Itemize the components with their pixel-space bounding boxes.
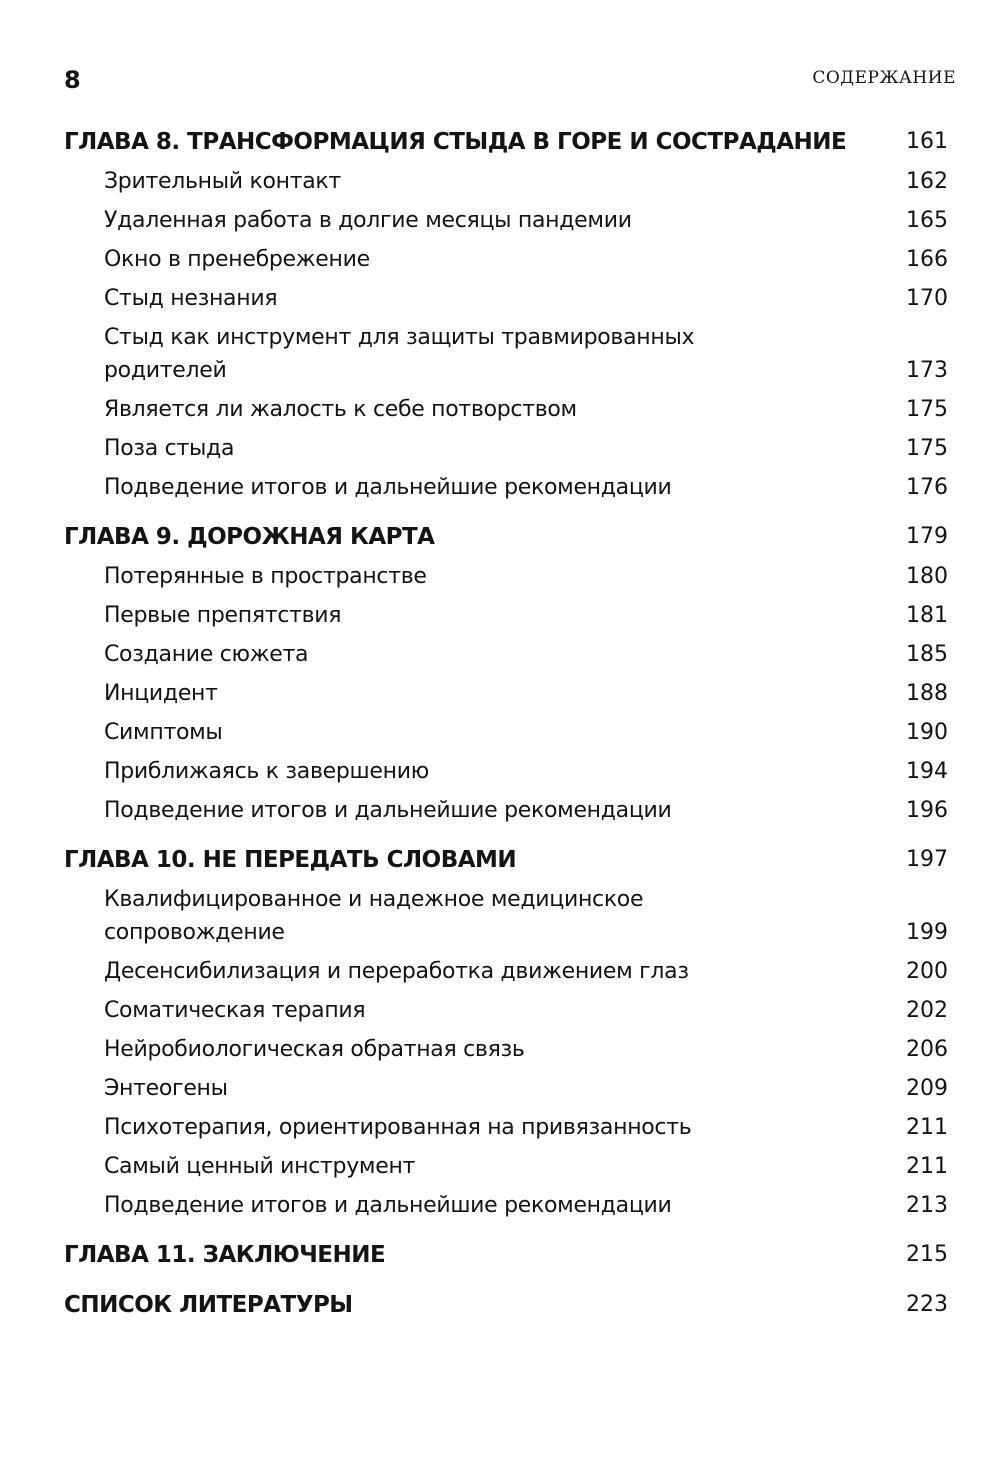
section-row xyxy=(64,390,948,429)
section-title: Стыд незнания xyxy=(104,286,278,311)
section-row xyxy=(64,635,948,674)
section-page-number: 188 xyxy=(906,681,948,706)
section-row xyxy=(64,880,948,952)
section-row xyxy=(64,201,948,240)
section-row xyxy=(64,279,948,318)
section-row xyxy=(64,713,948,752)
section-page-number: 180 xyxy=(906,564,948,589)
page-number: 8 xyxy=(64,66,81,94)
section-page-number: 175 xyxy=(906,397,948,422)
chapter-row xyxy=(64,1233,948,1275)
section-page-number: 165 xyxy=(906,208,948,233)
section-title: Подведение итогов и дальнейшие рекомендации xyxy=(104,1193,672,1218)
section-title: Нейробиологическая обратная связь xyxy=(104,1037,525,1062)
section-page-number: 202 xyxy=(906,998,948,1023)
section-page-number: 206 xyxy=(906,1037,948,1062)
section-row xyxy=(64,674,948,713)
section-row xyxy=(64,318,948,390)
section-row xyxy=(64,240,948,279)
section-row xyxy=(64,791,948,830)
section-title: Поза стыда xyxy=(104,436,235,461)
section-row xyxy=(64,1108,948,1147)
section-title: Первые препятствия xyxy=(104,603,342,628)
section-page-number: 170 xyxy=(906,286,948,311)
section-page-number: 211 xyxy=(906,1154,948,1179)
section-title: Зрительный контакт xyxy=(104,169,341,194)
section-row xyxy=(64,429,948,468)
chapter-title: ГЛАВА 8. ТРАНСФОРМАЦИЯ СТЫДА В ГОРЕ И СОСТРАДАНИЕ xyxy=(64,129,847,155)
section-title: Подведение итогов и дальнейшие рекомендации xyxy=(104,798,672,823)
chapter-row xyxy=(64,515,948,557)
section-title: Создание сюжета xyxy=(104,642,309,667)
chapter-title: СПИСОК ЛИТЕРАТУРЫ xyxy=(64,1292,353,1318)
section-title: Энтеогены xyxy=(104,1076,228,1101)
section-page-number: 211 xyxy=(906,1115,948,1140)
section-page-number: 200 xyxy=(906,959,948,984)
section-page-number: 213 xyxy=(906,1193,948,1218)
section-title: Потерянные в пространстве xyxy=(104,564,427,589)
chapter-title: ГЛАВА 9. ДОРОЖНАЯ КАРТА xyxy=(64,524,435,550)
section-page-number: 175 xyxy=(906,436,948,461)
section-page-number: 173 xyxy=(906,358,948,383)
chapter-page-number: 161 xyxy=(906,129,948,154)
chapter-page-number: 197 xyxy=(906,847,948,872)
section-title: Десенсибилизация и переработка движением глаз xyxy=(104,959,689,984)
section-title: Самый ценный инструмент xyxy=(104,1154,416,1179)
section-page-number: 194 xyxy=(906,759,948,784)
section-title: Окно в пренебрежение xyxy=(104,247,370,272)
section-title: Приближаясь к завершению xyxy=(104,759,429,784)
section-row xyxy=(64,1147,948,1186)
section-page-number: 176 xyxy=(906,475,948,500)
section-title: Психотерапия, ориентированная на привязанность xyxy=(104,1115,692,1140)
section-title: Подведение итогов и дальнейшие рекомендации xyxy=(104,475,672,500)
section-row xyxy=(64,991,948,1030)
section-row xyxy=(64,596,948,635)
section-row xyxy=(64,1069,948,1108)
section-title: Симптомы xyxy=(104,720,223,745)
section-row xyxy=(64,1186,948,1225)
section-page-number: 185 xyxy=(906,642,948,667)
section-row xyxy=(64,752,948,791)
section-title: Стыд как инструмент для защиты травмированных родителей xyxy=(104,325,695,383)
section-row xyxy=(64,162,948,201)
chapter-title: ГЛАВА 11. ЗАКЛЮЧЕНИЕ xyxy=(64,1242,386,1268)
section-row xyxy=(64,557,948,596)
chapter-row xyxy=(64,120,948,162)
chapter-title: ГЛАВА 10. НЕ ПЕРЕДАТЬ СЛОВАМИ xyxy=(64,847,517,873)
section-page-number: 199 xyxy=(906,920,948,945)
section-row xyxy=(64,952,948,991)
section-page-number: 166 xyxy=(906,247,948,272)
chapter-page-number: 179 xyxy=(906,524,948,549)
chapter-page-number: 215 xyxy=(906,1242,948,1267)
table-of-contents xyxy=(64,120,948,1325)
chapter-row xyxy=(64,838,948,880)
chapter-page-number: 223 xyxy=(906,1292,948,1317)
section-title: Является ли жалость к себе потворством xyxy=(104,397,577,422)
section-title: Инцидент xyxy=(104,681,218,706)
section-page-number: 162 xyxy=(906,169,948,194)
section-row xyxy=(64,468,948,507)
section-row xyxy=(64,1030,948,1069)
section-page-number: 181 xyxy=(906,603,948,628)
chapter-row xyxy=(64,1283,948,1325)
section-page-number: 196 xyxy=(906,798,948,823)
running-header: СОДЕРЖАНИЕ xyxy=(812,68,956,88)
section-title: Соматическая терапия xyxy=(104,998,366,1023)
section-title: Удаленная работа в долгие месяцы пандемии xyxy=(104,208,632,233)
section-page-number: 190 xyxy=(906,720,948,745)
section-title: Квалифицированное и надежное медицинское сопровождение xyxy=(104,887,644,945)
section-page-number: 209 xyxy=(906,1076,948,1101)
